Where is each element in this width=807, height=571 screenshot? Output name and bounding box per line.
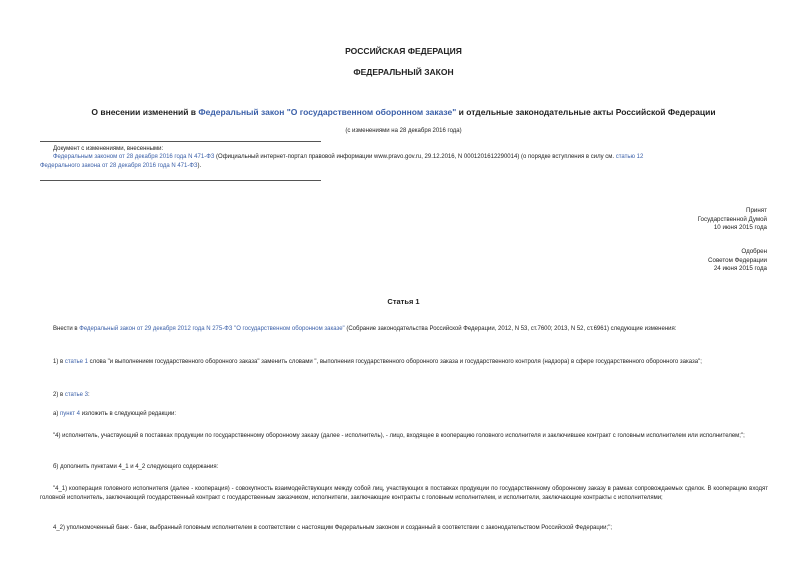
intro-law-link[interactable]: Федеральный закон от 29 декабря 2012 года N 275-ФЗ "О государственном оборонном заказе" xyxy=(79,326,345,332)
title-suffix: и отдельные законодательные акты Российской Федерации xyxy=(456,107,716,117)
adopted-line1: Принят xyxy=(746,207,767,214)
intro-prefix: Внести в xyxy=(53,326,80,332)
approved-line1: Одобрен xyxy=(741,248,767,255)
changes-label: Документ с изменениями, внесенными: xyxy=(53,146,164,152)
p1-prefix: 1) в xyxy=(53,359,65,365)
pa-suffix: изложить в следующей редакции: xyxy=(80,411,177,417)
p2-article-link[interactable]: статье 3 xyxy=(64,392,88,398)
changes-law-link[interactable]: Федеральным законом от 28 декабря 2016 года N 471-ФЗ xyxy=(53,154,215,160)
changes-text xyxy=(40,153,770,170)
paragraph-b xyxy=(40,463,768,472)
adopted-block xyxy=(567,207,767,233)
quote-point-4-2 xyxy=(40,524,768,533)
quote-point-4-1 xyxy=(40,485,768,502)
document-title xyxy=(0,107,807,117)
intro-suffix: (Собрание законодательства Российской Федерации, 2012, N 53, ст.7600; 2013, N 52, ст.6961) следующие изменения: xyxy=(344,326,677,332)
country-heading: РОССИЙСКАЯ ФЕДЕРАЦИЯ xyxy=(345,46,462,56)
pb-text: б) дополнить пунктами 4_1 и 4_2 следующего содержания: xyxy=(53,464,219,470)
p1-article-link[interactable]: статье 1 xyxy=(64,359,88,365)
quote42-text: 4_2) уполномоченный банк - банк, выбранный головным исполнителем в соответствии с настоящим Федеральным законом и созданный в соответствии с законодательством Российской Федерации;"; xyxy=(53,525,612,531)
paragraph-1 xyxy=(40,358,768,367)
changes-tail: ). xyxy=(197,162,202,169)
changes-top-rule xyxy=(40,141,321,142)
pa-point-link[interactable]: пункт 4 xyxy=(60,411,81,417)
article-heading: Статья 1 xyxy=(387,297,420,306)
approved-line2: Советом Федерации xyxy=(708,256,767,264)
approved-line3: 24 июня 2015 года xyxy=(713,265,767,272)
p2-suffix: : xyxy=(87,392,90,398)
title-prefix: О внесении изменений в xyxy=(91,107,199,117)
adopted-line2: Государственной Думой xyxy=(697,215,767,223)
article-intro xyxy=(40,325,768,334)
paragraph-2 xyxy=(40,391,768,400)
adopted-line3: 10 июня 2015 года xyxy=(713,224,767,231)
law-type-heading: ФЕДЕРАЛЬНЫЙ ЗАКОН xyxy=(353,67,454,77)
approved-block xyxy=(567,248,767,274)
quote41-text: "4_1) кооперация головного исполнителя (далее - кооперация) - совокупность взаимодействующих между собой лиц, участвующих в поставках продукции по государственному оборонному заказу в рамках сопровождаемых сделок. В кооперацию входят головной исполнитель, заключающий государственный контракт с государственным заказчиком, исполнители, заключающие контракты с головным исполнителем, и исполнители, заключающие контракты с исполнителями; xyxy=(40,486,768,501)
changes-bottom-rule xyxy=(40,180,321,181)
paragraph-a xyxy=(40,410,768,419)
quote-point-4 xyxy=(40,432,768,441)
quote4-text: "4) исполнитель, участвующий в поставках продукции по государственному оборонному заказу (далее - исполнитель), - лицо, входящее в кооперацию головного исполнителя и заключившее контракт с головным исполнителем или исполнителем;"; xyxy=(53,433,745,439)
p1-suffix: слова "и выполнением государственного оборонного заказа" заменить словами ", выполнения государственного оборонного заказа и государственного контроля (надзора) в сфере государственного оборонного заказа"; xyxy=(87,359,702,365)
changes-law-text: (Официальный интернет-портал правовой информации www.pravo.gov.ru, 29.12.2016, N 0001201612290014) (о порядке вступления в силу см. xyxy=(214,154,616,160)
pa-prefix: а) xyxy=(53,411,61,417)
changes-article-link[interactable]: статью 12 xyxy=(615,154,644,160)
changes-article-link-cont[interactable]: Федерального закона от 28 декабря 2016 года N 471-ФЗ xyxy=(40,162,198,169)
edition-note: (с изменениями на 28 декабря 2016 года) xyxy=(345,128,462,134)
title-law-link[interactable]: Федеральный закон "О государственном оборонном заказе" xyxy=(198,107,457,117)
p2-prefix: 2) в xyxy=(53,392,65,398)
